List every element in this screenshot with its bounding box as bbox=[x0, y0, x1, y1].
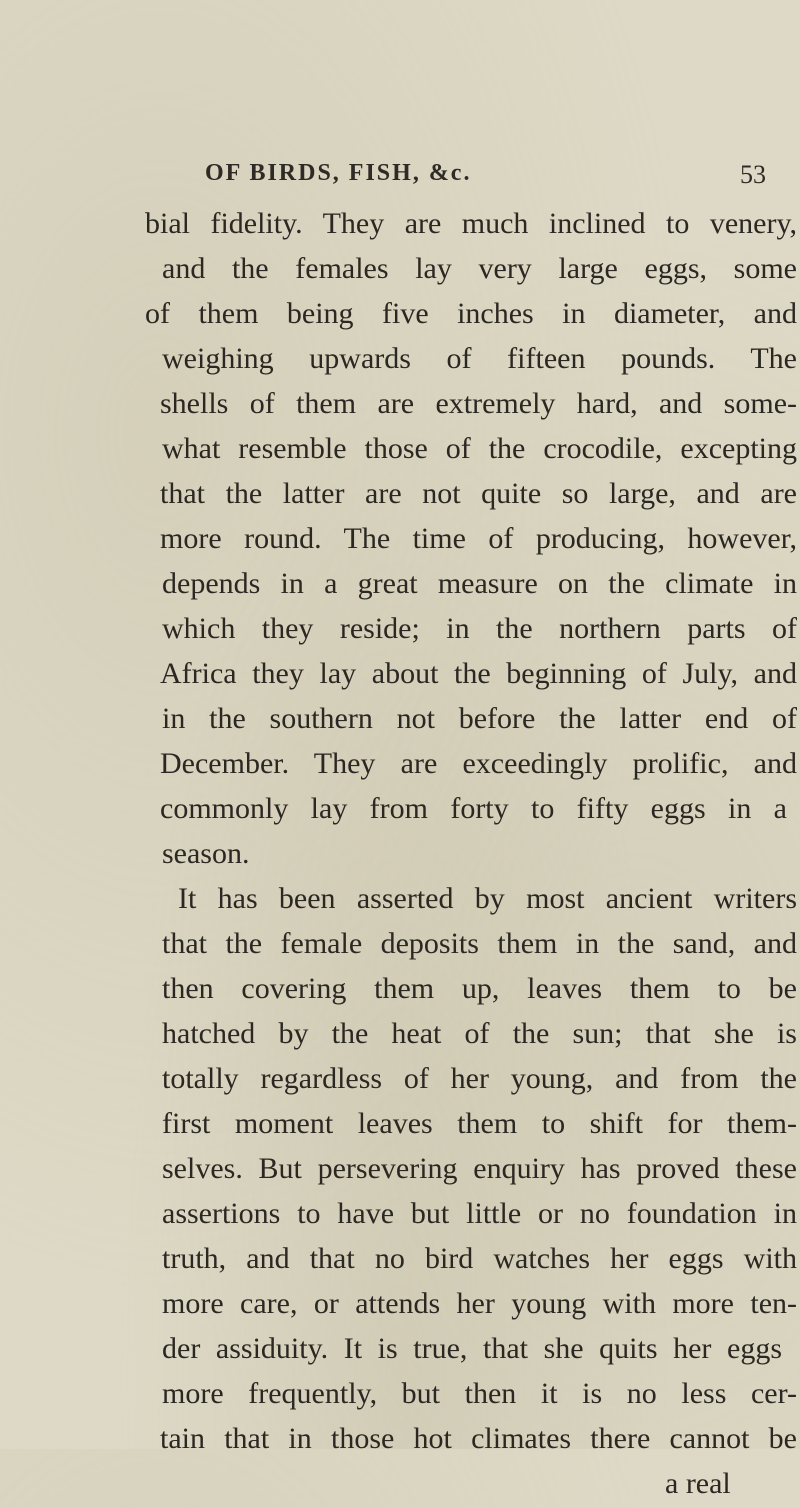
text-line: more frequently, but then it is no less cer- bbox=[162, 1377, 797, 1410]
text-line: shells of them are extremely hard, and some- bbox=[160, 387, 797, 420]
text-line: It has been asserted by most ancient writers bbox=[178, 882, 797, 915]
text-line: commonly lay from forty to fifty eggs in a bbox=[160, 792, 787, 825]
text-line: truth, and that no bird watches her eggs with bbox=[162, 1242, 797, 1275]
page-number: 53 bbox=[740, 160, 766, 189]
running-title: OF BIRDS, FISH, &c. bbox=[205, 160, 472, 186]
text-line: which they reside; in the northern parts of bbox=[162, 612, 797, 645]
text-line: tain that in those hot climates there cannot be bbox=[160, 1422, 797, 1455]
text-line: that the female deposits them in the sand, and bbox=[162, 927, 797, 960]
text-line: of them being five inches in diameter, and bbox=[145, 297, 797, 330]
text-line: season. bbox=[162, 837, 250, 870]
text-line: weighing upwards of fifteen pounds. The bbox=[162, 342, 797, 375]
text-line: then covering them up, leaves them to be bbox=[162, 972, 797, 1005]
text-line: in the southern not before the latter end of bbox=[162, 702, 797, 735]
text-line: bial fidelity. They are much inclined to venery, bbox=[145, 207, 797, 240]
catchword: a real bbox=[665, 1467, 731, 1500]
text-line: first moment leaves them to shift for them- bbox=[162, 1107, 797, 1140]
text-line: what resemble those of the crocodile, excepting bbox=[162, 432, 797, 465]
text-line: hatched by the heat of the sun; that she is bbox=[162, 1017, 797, 1050]
text-line: more care, or attends her young with more ten- bbox=[162, 1287, 797, 1320]
text-line: selves. But persevering enquiry has proved these bbox=[162, 1152, 797, 1185]
text-line: December. They are exceedingly prolific, and bbox=[160, 747, 797, 780]
text-line: more round. The time of producing, however, bbox=[160, 522, 797, 555]
text-line: and the females lay very large eggs, some bbox=[162, 252, 797, 285]
text-line: der assiduity. It is true, that she quits her eggs bbox=[162, 1332, 782, 1365]
text-line: totally regardless of her young, and from the bbox=[162, 1062, 797, 1095]
text-line: depends in a great measure on the climate in bbox=[162, 567, 797, 600]
text-line: assertions to have but little or no foundation in bbox=[162, 1197, 797, 1230]
text-line: that the latter are not quite so large, and are bbox=[160, 477, 797, 510]
text-line: Africa they lay about the beginning of July, and bbox=[160, 657, 797, 690]
